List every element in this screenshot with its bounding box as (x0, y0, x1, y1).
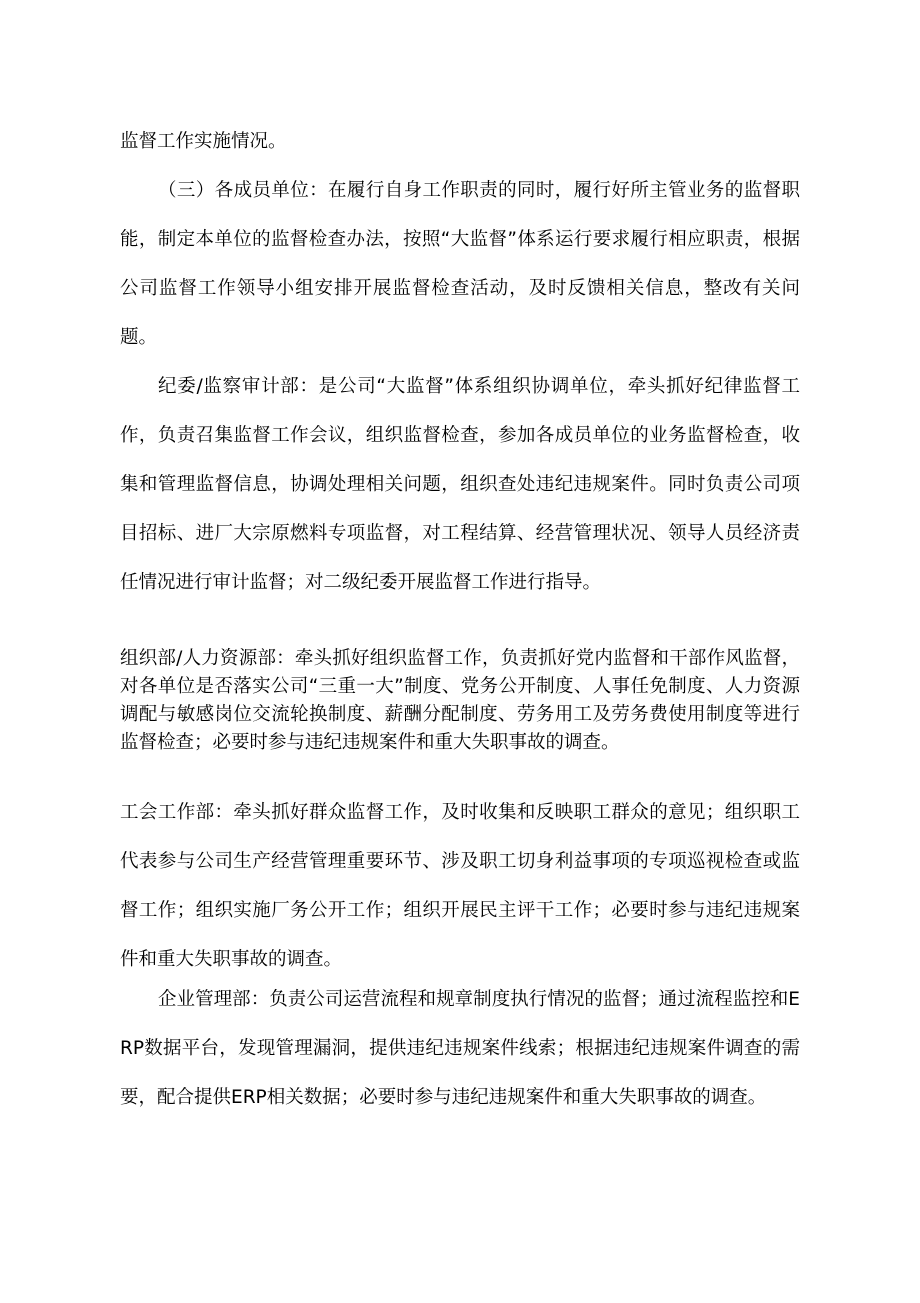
paragraph-organization-hr-dept: 组织部/人力资源部：牵头抓好组织监督工作，负责抓好党内监督和干部作风监督，对各单位是否落实公司“三重一大”制度、党务公开制度、人事任免制度、人力资源调配与敏感岗位交流轮换制度、薪酬分配制度、劳务用工及劳务费使用制度等进行监督检查；必要时参与违纪违规案件和重大失职事故的调查。 (120, 648, 800, 753)
paragraph-continuation: 监督工作实施情况。 (120, 131, 287, 152)
paragraph-discipline-audit-dept: 纪委/监察审计部：是公司“大监督”体系组织协调单位，牵头抓好纪律监督工作，负责召集监督工作会议，组织监督检查，参加各成员单位的业务监督检查，收集和管理监督信息，协调处理相关问题，组织查处违纪违规案件。同时负责公司项目招标、进厂大宗原燃料专项监督，对工程结算、经营管理状况、领导人员经济责任情况进行审计监督；对二级纪委开展监督工作进行指导。 (120, 376, 800, 593)
paragraph-member-units: （三）各成员单位：在履行自身工作职责的同时，履行好所主管业务的监督职能，制定本单位的监督检查办法，按照“大监督”体系运行要求履行相应职责，根据公司监督工作领导小组安排开展监督检查活动，及时反馈相关信息，整改有关问题。 (120, 180, 800, 348)
paragraph-enterprise-management-dept: 企业管理部：负责公司运营流程和规章制度执行情况的监督；通过流程监控和ERP数据平台，发现管理漏洞，提供违纪违规案件线索；根据违纪违规案件调查的需要，配合提供ERP相关数据；必要时参与违纪违规案件和重大失职事故的调查。 (120, 989, 800, 1108)
paragraph-union-dept: 工会工作部：牵头抓好群众监督工作，及时收集和反映职工群众的意见；组织职工代表参与公司生产经营管理重要环节、涉及职工切身利益事项的专项巡视检查或监督工作；组织实施厂务公开工作；组织开展民主评干工作；必要时参与违纪违规案件和重大失职事故的调查。 (120, 802, 800, 970)
